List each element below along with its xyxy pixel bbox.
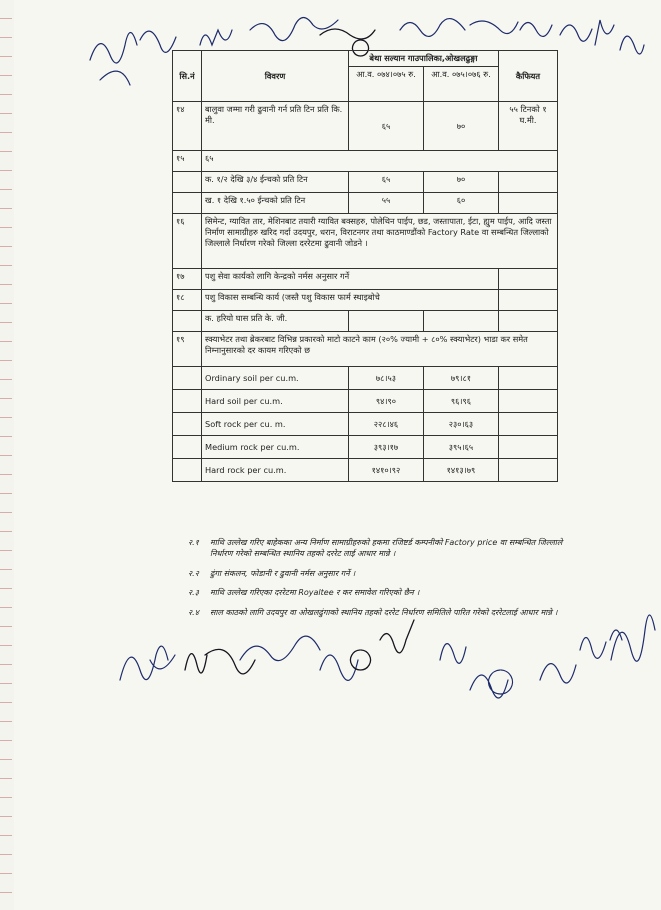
note-text: माथि उल्लेख गरिए बाहेकका अन्य निर्माण सामाग्रीहरुको हकमा रजिष्टर्ड कम्पनीको Factory price वा सम्बन्धित जिल्लाले निर्धारण गरेको सम्बन्धित स्थानिय तहको दररेट लाई आधार मान्ने । bbox=[210, 538, 563, 558]
table-row bbox=[173, 311, 558, 332]
soil-value: १४१०।९२ bbox=[349, 459, 424, 482]
row-sn: १६ bbox=[173, 214, 202, 269]
header-year2: आ.व. ०७५।०७६ रु. bbox=[423, 67, 498, 102]
row-sn: १४ bbox=[173, 102, 202, 151]
row-remark bbox=[499, 193, 558, 214]
header-sn: सि.नं bbox=[173, 51, 202, 102]
row-desc: ख. १ देखि १.५० ईन्चको प्रति टिन bbox=[202, 193, 349, 214]
row-sn: १९ bbox=[173, 332, 202, 367]
row-value: ७० bbox=[423, 172, 498, 193]
table-row bbox=[173, 413, 558, 436]
soil-value: ७९।८१ bbox=[423, 367, 498, 390]
row-desc: ६५ bbox=[202, 151, 558, 172]
row-value bbox=[349, 311, 424, 332]
table-row bbox=[173, 214, 558, 269]
row-desc: बालुवा जम्मा गरी ढुवानी गर्न प्रति टिन प्रति कि. मी. bbox=[202, 102, 349, 151]
table-row bbox=[173, 332, 558, 367]
row-value: ६० bbox=[423, 193, 498, 214]
ruled-margin bbox=[0, 0, 12, 910]
row-remark bbox=[499, 269, 558, 290]
row-sn: १५ bbox=[173, 151, 202, 172]
soil-value: ९६।९६ bbox=[423, 390, 498, 413]
header-remarks: कैफियत bbox=[499, 51, 558, 102]
soil-value: ७८।५३ bbox=[349, 367, 424, 390]
rate-table bbox=[172, 50, 558, 482]
row-desc: पशु विकास सम्बन्धि कार्य (जस्तै पशु विकास फार्म स्थाइबोचे bbox=[202, 290, 499, 311]
table-row bbox=[173, 269, 558, 290]
row-desc: क. १/२ देखि ३/४ ईन्चको प्रति टिन bbox=[202, 172, 349, 193]
note-item bbox=[188, 538, 568, 560]
row-desc: पशु सेवा कार्यको लागि केन्द्रको नर्मस अनुसार गर्ने bbox=[202, 269, 499, 290]
table-row bbox=[173, 193, 558, 214]
note-text: ढुंगा संकलन, फोडानी र ढुवानी नर्मस अनुसार गर्ने । bbox=[210, 568, 356, 578]
notes-section bbox=[188, 538, 568, 628]
note-item bbox=[188, 569, 568, 580]
soil-value: ९४।९० bbox=[349, 390, 424, 413]
soil-value: ३९५।६५ bbox=[423, 436, 498, 459]
soil-value: ३९३।१७ bbox=[349, 436, 424, 459]
note-text: साल काठको लागि उदयपुर वा ओखलढुंगाको स्थानिय तहको दररेट निर्धारण समितिले पारित गरेको दररेटलाई आधार मान्ने । bbox=[210, 608, 558, 618]
soil-label: Medium rock per cu.m. bbox=[202, 436, 349, 459]
row-sn: १७ bbox=[173, 269, 202, 290]
row-value: ६५ bbox=[349, 172, 424, 193]
soil-value: १४१३।७९ bbox=[423, 459, 498, 482]
row-desc: स्क्याभेटर तथा ब्रेकरबाट विभिन्न प्रकारको माटो काटने काम (२०% ज्यामी + ८०% स्क्याभेटर) भाडा कर समेत निम्नानुसारको दर कायम गरिएको छ bbox=[202, 332, 558, 367]
soil-label: Hard rock per cu.m. bbox=[202, 459, 349, 482]
row-value: ५५ bbox=[349, 193, 424, 214]
row-value bbox=[423, 311, 498, 332]
table-row bbox=[173, 459, 558, 482]
row-remark bbox=[499, 290, 558, 311]
row-desc: सिमेन्ट, ग्यावित तार, मेशिनबाट तयारी ग्यावित बक्सहरु, पोलेथिन पाईप, छड, जस्तापाता, ईटा, ह्युम पाईप, आदि जस्ता निर्माण सामाग्रीहरु खरिद गर्दा उदयपुर, धरान, विराटनगर तथा काठमाण्डौंको Factory Rate वा सम्बन्धित जिल्लाको जिल्लाले निर्धारण गरेको जिल्ला दररेटमा ढुवानी जोडने । bbox=[202, 214, 558, 269]
row-remark bbox=[499, 172, 558, 193]
row-sn bbox=[173, 311, 202, 332]
soil-label: Soft rock per cu. m. bbox=[202, 413, 349, 436]
row-sn bbox=[173, 193, 202, 214]
note-item bbox=[188, 608, 568, 619]
note-number: २.४ bbox=[188, 608, 199, 618]
row-value: ६५ bbox=[349, 102, 424, 151]
row-sn bbox=[173, 172, 202, 193]
note-number: २.२ bbox=[188, 568, 199, 578]
soil-label: Hard soil per cu.m. bbox=[202, 390, 349, 413]
table-row bbox=[173, 436, 558, 459]
note-text: माथि उल्लेख गरिएका दररेटमा Royaltee र कर समावेश गरिएको छैन । bbox=[210, 588, 420, 598]
header-municipality: बेथा सल्यान गाउपालिका,ओखलढुङ्गा bbox=[349, 51, 499, 67]
header-year1: आ.व. ०७४।०७५ रु. bbox=[349, 67, 424, 102]
table-row bbox=[173, 102, 558, 151]
soil-label: Ordinary soil per cu.m. bbox=[202, 367, 349, 390]
note-number: २.१ bbox=[188, 538, 199, 547]
table-row bbox=[173, 151, 558, 172]
header-desc: विवरण bbox=[202, 51, 349, 102]
soil-value: २३०।६३ bbox=[423, 413, 498, 436]
table-row bbox=[173, 367, 558, 390]
table-row bbox=[173, 390, 558, 413]
note-item bbox=[188, 588, 568, 599]
row-remark: ५५ टिनको १ घ.मी. bbox=[499, 102, 558, 151]
soil-value: २२८।४६ bbox=[349, 413, 424, 436]
row-sn: १८ bbox=[173, 290, 202, 311]
note-number: २.३ bbox=[188, 588, 199, 598]
table-row bbox=[173, 290, 558, 311]
table-row bbox=[173, 172, 558, 193]
row-desc: क. हरियो घास प्रति के. जी. bbox=[202, 311, 349, 332]
row-value: ७० bbox=[423, 102, 498, 151]
row-remark bbox=[499, 311, 558, 332]
